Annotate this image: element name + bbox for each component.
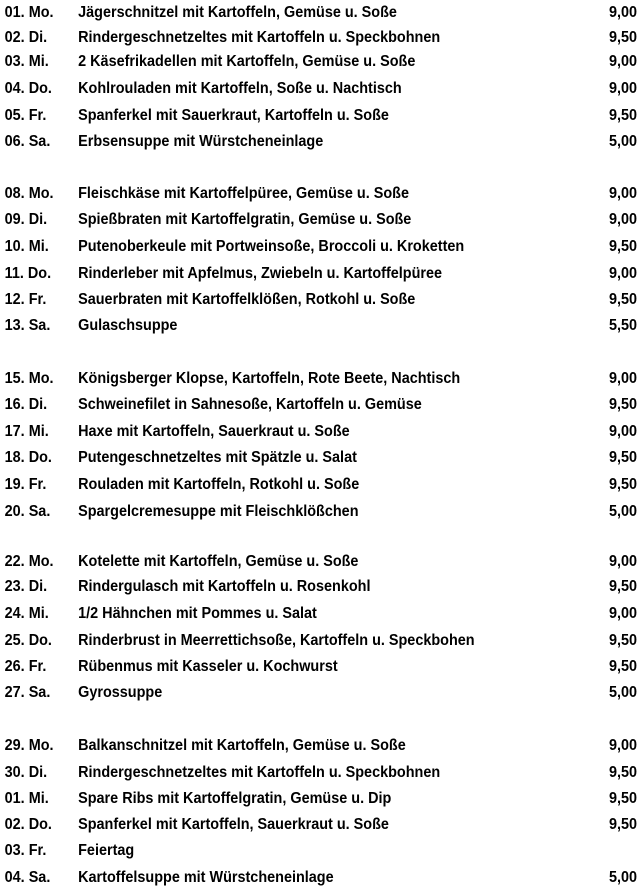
menu-day: 01. Mi. <box>4 790 49 807</box>
menu-price: 9,00 <box>608 80 638 97</box>
menu-dish: Feiertag <box>78 842 135 859</box>
menu-dish: Putenoberkeule mit Portweinsoße, Broccoli u. Kroketten <box>78 238 465 255</box>
menu-row <box>0 181 638 207</box>
menu-dish: Kartoffelsuppe mit Würstcheneinlage <box>78 869 334 886</box>
menu-price: 9,00 <box>608 185 638 202</box>
menu-price: 5,50 <box>608 317 638 334</box>
menu-row <box>0 313 638 339</box>
menu-row <box>0 760 638 786</box>
menu-row <box>0 838 598 864</box>
menu-row <box>0 25 638 51</box>
menu-day: 08. Mo. <box>4 185 54 202</box>
menu-row <box>0 472 638 498</box>
menu-dish: Jägerschnitzel mit Kartoffeln, Gemüse u. Soße <box>78 4 397 21</box>
menu-price: 9,00 <box>608 211 638 228</box>
menu-price: 5,00 <box>608 869 638 886</box>
menu-dish: Rübenmus mit Kasseler u. Kochwurst <box>78 658 338 675</box>
menu-row <box>0 812 638 838</box>
menu-price: 9,50 <box>608 578 638 595</box>
menu-dish: Spare Ribs mit Kartoffelgratin, Gemüse u. Dip <box>78 790 392 807</box>
menu-dish: Rindergeschnetzeltes mit Kartoffeln u. Speckbohnen <box>78 764 441 781</box>
menu-dish: Rindergeschnetzeltes mit Kartoffeln u. Speckbohnen <box>78 29 441 46</box>
menu-dish: Fleischkäse mit Kartoffelpüree, Gemüse u. Soße <box>78 185 409 202</box>
menu-dish: Kotelette mit Kartoffeln, Gemüse u. Soße <box>78 553 359 570</box>
menu-dish: Spargelcremesuppe mit Fleischklößchen <box>78 503 359 520</box>
menu-row <box>0 392 638 418</box>
menu-dish: Rinderbrust in Meerrettichsoße, Kartoffeln u. Speckbohen <box>78 632 475 649</box>
menu-price: 5,00 <box>608 503 638 520</box>
menu-dish: Haxe mit Kartoffeln, Sauerkraut u. Soße <box>78 423 350 440</box>
menu-row <box>0 654 638 680</box>
menu-row <box>0 445 638 471</box>
menu-row <box>0 0 638 26</box>
menu-price: 9,00 <box>608 4 638 21</box>
menu-row <box>0 680 638 706</box>
menu-price: 9,50 <box>608 396 638 413</box>
menu-day: 23. Di. <box>4 578 48 595</box>
menu-day: 15. Mo. <box>4 370 54 387</box>
menu-dish: 1/2 Hähnchen mit Pommes u. Salat <box>78 605 317 622</box>
menu-dish: Spanferkel mit Sauerkraut, Kartoffeln u. Soße <box>78 107 389 124</box>
menu-day: 03. Mi. <box>4 53 49 70</box>
menu-dish: Gulaschsuppe <box>78 317 178 334</box>
menu-day: 18. Do. <box>4 449 52 466</box>
menu-price: 9,00 <box>608 53 638 70</box>
menu-day: 24. Mi. <box>4 605 49 622</box>
menu-row <box>0 549 638 575</box>
menu-day: 22. Mo. <box>4 553 54 570</box>
menu-dish: Spießbraten mit Kartoffelgratin, Gemüse u. Soße <box>78 211 412 228</box>
menu-price: 9,00 <box>608 265 638 282</box>
menu-day: 26. Fr. <box>4 658 47 675</box>
menu-dish: Königsberger Klopse, Kartoffeln, Rote Beete, Nachtisch <box>78 370 461 387</box>
menu-day: 16. Di. <box>4 396 48 413</box>
menu-row <box>0 76 638 102</box>
menu-price: 9,50 <box>608 107 638 124</box>
menu-price: 9,00 <box>608 605 638 622</box>
menu-dish: Rouladen mit Kartoffeln, Rotkohl u. Soße <box>78 476 360 493</box>
menu-dish: Gyrossuppe <box>78 684 163 701</box>
menu-price: 9,50 <box>608 632 638 649</box>
menu-row <box>0 129 638 155</box>
menu-day: 29. Mo. <box>4 737 54 754</box>
menu-day: 13. Sa. <box>4 317 51 334</box>
menu-price: 9,50 <box>608 449 638 466</box>
menu-dish: Spanferkel mit Kartoffeln, Sauerkraut u. Soße <box>78 816 389 833</box>
menu-dish: Balkanschnitzel mit Kartoffeln, Gemüse u. Soße <box>78 737 406 754</box>
menu-row <box>0 366 638 392</box>
menu-row <box>0 733 638 759</box>
menu-price: 9,00 <box>608 553 638 570</box>
menu-price: 9,00 <box>608 737 638 754</box>
menu-day: 04. Do. <box>4 80 52 97</box>
menu-row <box>0 499 638 525</box>
menu-row <box>0 574 638 600</box>
menu-day: 03. Fr. <box>4 842 47 859</box>
menu-day: 17. Mi. <box>4 423 49 440</box>
menu-day: 02. Di. <box>4 29 48 46</box>
menu-day: 10. Mi. <box>4 238 49 255</box>
menu-price: 5,00 <box>608 133 638 150</box>
menu-row <box>0 628 638 654</box>
menu-price: 9,50 <box>608 816 638 833</box>
menu-day: 11. Do. <box>4 265 52 282</box>
menu-day: 04. Sa. <box>4 869 51 886</box>
menu-day: 27. Sa. <box>4 684 51 701</box>
menu-day: 05. Fr. <box>4 107 47 124</box>
menu-dish: Sauerbraten mit Kartoffelklößen, Rotkohl u. Soße <box>78 291 416 308</box>
menu-row <box>0 601 638 627</box>
menu-row <box>0 287 638 313</box>
menu-dish: Putengeschnetzeltes mit Spätzle u. Salat <box>78 449 357 466</box>
menu-day: 30. Di. <box>4 764 48 781</box>
menu-row <box>0 419 638 445</box>
menu-price: 9,00 <box>608 423 638 440</box>
menu-row <box>0 786 638 812</box>
menu-day: 12. Fr. <box>4 291 47 308</box>
menu-day: 09. Di. <box>4 211 48 228</box>
menu-day: 25. Do. <box>4 632 52 649</box>
menu-day: 19. Fr. <box>4 476 47 493</box>
menu-dish: Rinderleber mit Apfelmus, Zwiebeln u. Kartoffelpüree <box>78 265 443 282</box>
menu-day: 01. Mo. <box>4 4 54 21</box>
menu-price: 9,50 <box>608 658 638 675</box>
menu-day: 20. Sa. <box>4 503 51 520</box>
menu-row <box>0 261 638 287</box>
menu-dish: Erbsensuppe mit Würstcheneinlage <box>78 133 324 150</box>
menu-day: 06. Sa. <box>4 133 51 150</box>
menu-price: 9,50 <box>608 476 638 493</box>
menu-price: 9,50 <box>608 238 638 255</box>
menu-dish: Rindergulasch mit Kartoffeln u. Rosenkohl <box>78 578 371 595</box>
menu-dish: Schweinefilet in Sahnesoße, Kartoffeln u. Gemüse <box>78 396 422 413</box>
menu-row <box>0 103 638 129</box>
menu-price: 9,00 <box>608 370 638 387</box>
menu-price: 9,50 <box>608 790 638 807</box>
menu-price: 9,50 <box>608 29 638 46</box>
menu-dish: 2 Käsefrikadellen mit Kartoffeln, Gemüse u. Soße <box>78 53 416 70</box>
menu-dish: Kohlrouladen mit Kartoffeln, Soße u. Nachtisch <box>78 80 402 97</box>
menu-row <box>0 49 638 75</box>
menu-price: 5,00 <box>608 684 638 701</box>
menu-day: 02. Do. <box>4 816 52 833</box>
menu-row <box>0 207 638 233</box>
menu-row <box>0 865 638 891</box>
menu-price: 9,50 <box>608 291 638 308</box>
menu-row <box>0 234 638 260</box>
menu-price: 9,50 <box>608 764 638 781</box>
